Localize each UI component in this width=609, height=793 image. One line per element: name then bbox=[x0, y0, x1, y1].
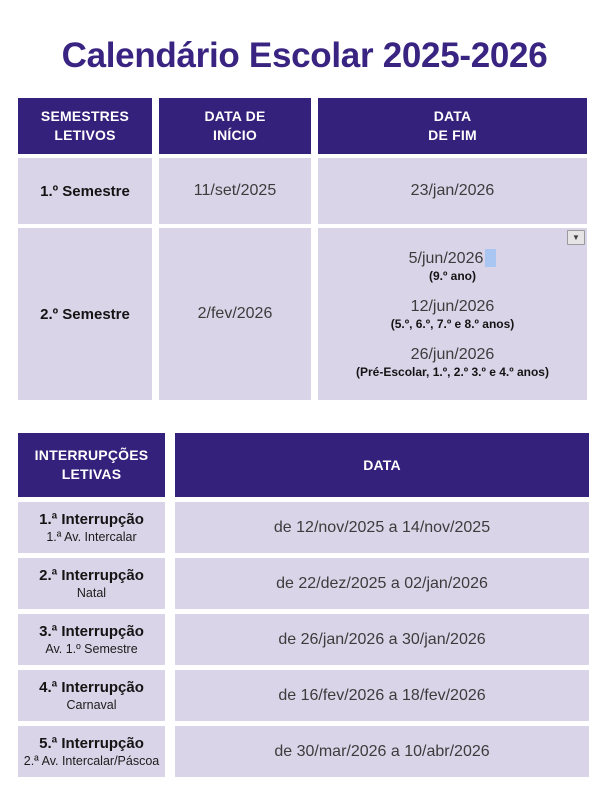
interruption-sublabel: 2.ª Av. Intercalar/Páscoa bbox=[23, 754, 160, 768]
interruption-sublabel: Natal bbox=[76, 586, 107, 600]
end-date-group bbox=[391, 298, 515, 331]
interruption-label: 2.ª Interrupção bbox=[39, 567, 144, 584]
interruption-date: de 30/mar/2026 a 10/abr/2026 bbox=[274, 742, 490, 760]
interruption-label: 5.ª Interrupção bbox=[39, 735, 144, 752]
end-date-note: (5.º, 6.º, 7.º e 8.º anos) bbox=[390, 317, 515, 331]
interruption-sublabel: Carnaval bbox=[66, 698, 117, 712]
semester2-label-cell bbox=[18, 228, 152, 400]
header-line: LETIVOS bbox=[54, 127, 116, 143]
semester-label: 1.º Semestre bbox=[40, 182, 130, 200]
interruption-label-cell bbox=[18, 558, 165, 609]
interruption-date-cell bbox=[175, 726, 589, 777]
header-line: LETIVAS bbox=[61, 466, 122, 482]
interruption-label-cell bbox=[18, 614, 165, 665]
interruption-date-cell bbox=[175, 614, 589, 665]
semester1-start-cell bbox=[159, 158, 311, 224]
header-line: INÍCIO bbox=[213, 127, 257, 143]
header-line: SEMESTRES bbox=[40, 108, 130, 124]
interruption-date-cell bbox=[175, 670, 589, 721]
end-date-note: (Pré-Escolar, 1.º, 2.º 3.º e 4.º anos) bbox=[356, 365, 549, 379]
text-selection-highlight bbox=[485, 249, 496, 267]
semester-label: 2.º Semestre bbox=[40, 305, 130, 323]
header-data-fim bbox=[318, 98, 587, 154]
end-date-group bbox=[356, 346, 549, 379]
interruptions-table bbox=[18, 433, 589, 777]
header-line: INTERRUPÇÕES bbox=[34, 447, 149, 463]
end-date bbox=[409, 249, 497, 268]
interruption-label: 3.ª Interrupção bbox=[39, 623, 144, 640]
interruption-sublabel: 1.ª Av. Intercalar bbox=[46, 530, 137, 544]
semester2-start-cell bbox=[159, 228, 311, 400]
dropdown-arrow-icon[interactable]: ▼ bbox=[567, 230, 585, 245]
semester2-end-dates-cell[interactable] bbox=[318, 228, 587, 400]
interruption-label-cell bbox=[18, 502, 165, 553]
interruption-label: 1.ª Interrupção bbox=[39, 511, 144, 528]
end-date-note: (9.º ano) bbox=[428, 269, 477, 283]
interruption-label: 4.ª Interrupção bbox=[39, 679, 144, 696]
interruption-date-cell bbox=[175, 502, 589, 553]
interruption-label-cell bbox=[18, 726, 165, 777]
interruption-date: de 22/dez/2025 a 02/jan/2026 bbox=[276, 574, 488, 592]
interruption-date: de 12/nov/2025 a 14/nov/2025 bbox=[273, 518, 491, 536]
interruption-date: de 26/jan/2026 a 30/jan/2026 bbox=[278, 630, 486, 648]
header-line: DE FIM bbox=[428, 127, 477, 143]
semester1-label-cell bbox=[18, 158, 152, 224]
interruption-label-cell bbox=[18, 670, 165, 721]
end-date-group bbox=[409, 249, 497, 283]
start-date: 11/set/2025 bbox=[193, 182, 277, 199]
header-line: DATA bbox=[433, 108, 472, 124]
interruption-sublabel: Av. 1.º Semestre bbox=[45, 642, 138, 656]
semester1-end-cell bbox=[318, 158, 587, 224]
end-date-text: 5/jun/2026 bbox=[408, 250, 484, 267]
interruption-date: de 16/fev/2026 a 18/fev/2026 bbox=[278, 686, 486, 704]
semesters-table bbox=[18, 98, 587, 400]
page-title: Calendário Escolar 2025-2026 bbox=[61, 36, 548, 75]
start-date: 2/fev/2026 bbox=[197, 305, 273, 322]
end-date: 12/jun/2026 bbox=[410, 298, 495, 315]
header-line: DATA bbox=[363, 456, 401, 473]
interruption-date-cell bbox=[175, 558, 589, 609]
header-semestres-letivos bbox=[18, 98, 152, 154]
header-data-inicio bbox=[159, 98, 311, 154]
header-data bbox=[175, 433, 589, 497]
header-line: DATA DE bbox=[204, 108, 266, 124]
end-date: 23/jan/2026 bbox=[410, 182, 495, 199]
end-date: 26/jun/2026 bbox=[410, 346, 495, 363]
header-interrupcoes-letivas bbox=[18, 433, 165, 497]
